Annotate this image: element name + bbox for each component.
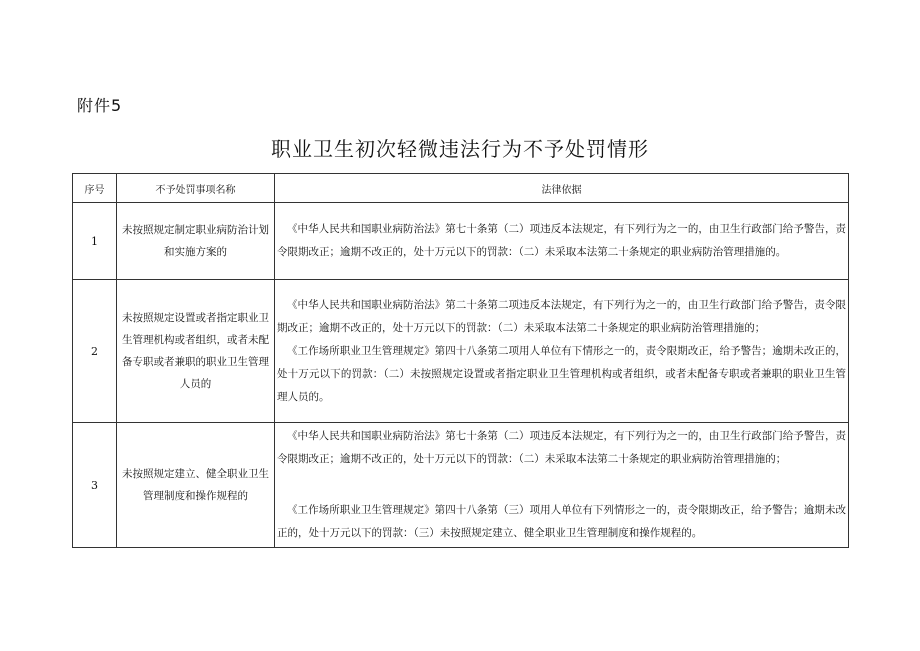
legal-basis-paragraph: 《中华人民共和国职业病防治法》第七十条第（二）项违反本法规定，有下列行为之一的，由卫生行政部门给予警告，责令限期改正；逾期不改正的，处十万元以下的罚款：（二）未采取本法第二十条规定的职业病防治管理措施的； (277, 430, 846, 465)
attachment-label: 附件5 (77, 96, 123, 115)
row-legal-basis (275, 423, 849, 548)
penalty-exemption-table (72, 173, 849, 548)
legal-basis-paragraph: 《中华人民共和国职业病防治法》第七十条第（二）项违反本法规定，有下列行为之一的，由卫生行政部门给予警告，责令限期改正；逾期不改正的，处十万元以下的罚款：（二）未采取本法第二十条规定的职业病防治管理措施的。 (277, 223, 846, 258)
table-row (73, 423, 849, 548)
row-item-name: 未按照规定制定职业病防治计划和实施方案的 (117, 203, 275, 280)
table-header-row (73, 174, 849, 203)
row-legal-basis (275, 280, 849, 423)
row-serial-number: 3 (73, 423, 117, 548)
header-serial-number: 序号 (73, 174, 117, 203)
legal-basis-paragraph: 《工作场所职业卫生管理规定》第四十八条第（三）项用人单位有下列情形之一的，责令限期改正，给予警告；逾期未改正的，处十万元以下的罚款：（三）未按照规定建立、健全职业卫生管理制度和操作规程的。 (277, 504, 846, 539)
row-serial-number: 1 (73, 203, 117, 280)
table-row (73, 280, 849, 423)
row-legal-basis (275, 203, 849, 280)
table-row (73, 203, 849, 280)
legal-basis-paragraph: 《工作场所职业卫生管理规定》第四十八条第二项用人单位有下情形之一的，责令限期改正，给予警告；逾期未改正的，处十万元以下的罚款：（二）未按照规定设置或者指定职业卫生管理机构或者组织，或者未配备专职或者兼职的职业卫生管理人员的。 (277, 344, 846, 403)
document-title: 职业卫生初次轻微违法行为不予处罚情形 (271, 137, 649, 161)
row-serial-number: 2 (73, 280, 117, 423)
header-item-name: 不予处罚事项名称 (117, 174, 275, 203)
row-item-name: 未按照规定设置或者指定职业卫生管理机构或者组织，或者未配备专职或者兼职的职业卫生管理人员的 (117, 280, 275, 423)
header-legal-basis: 法律依据 (275, 174, 849, 203)
row-item-name: 未按照规定建立、健全职业卫生管理制度和操作规程的 (117, 423, 275, 548)
legal-basis-paragraph: 《中华人民共和国职业病防治法》第二十条第二项违反本法规定，有下列行为之一的，由卫生行政部门给予警告，责令限期改正；逾期不改正的，处十万元以下的罚款：（二）未采取本法第二十条规定的职业病防治管理措施的； (277, 298, 846, 334)
